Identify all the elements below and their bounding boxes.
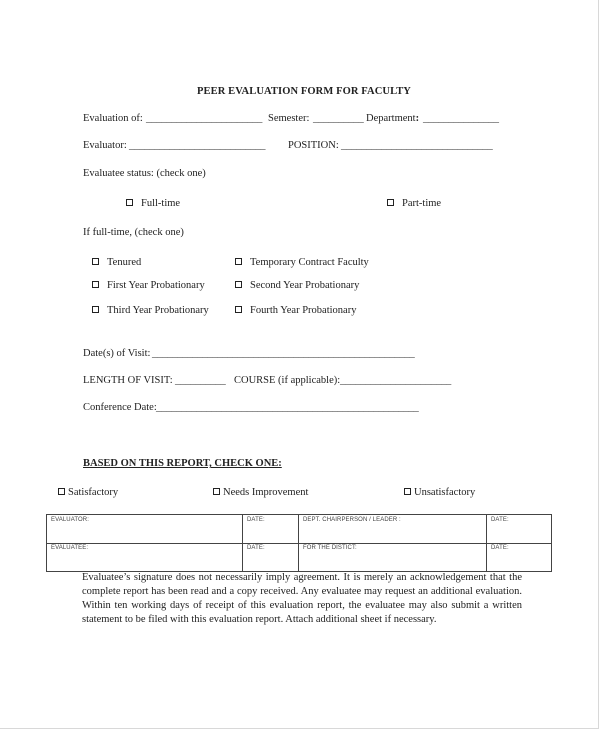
fulltime-check-label: If full-time, (check one) [83,227,184,238]
unsatisfactory-option[interactable] [404,487,475,499]
evaluation-of-field[interactable]: _______________________ [146,113,263,124]
checkbox-icon[interactable] [92,258,99,265]
checkbox-icon[interactable] [235,258,242,265]
temporary-contract-option[interactable] [235,257,369,269]
conference-date-label: Conference Date: [83,402,157,413]
report-heading: BASED ON THIS REPORT, CHECK ONE: [83,458,282,469]
checkbox-icon[interactable] [58,488,65,495]
acknowledgement-paragraph: Evaluatee’s signature does not necessarily imply agreement. It is merely an acknowledgement that the complete report has been read and a copy received. Any evaluatee may request an additional evaluation. Within ten working days of receipt of this evaluation report, the evaluatee may also submit a written statement to be filed with this evaluation report. Attach additional sheet if necessary. [82,572,522,625]
checkbox-icon[interactable] [213,488,220,495]
satisfactory-option[interactable] [58,487,118,499]
checkbox-icon[interactable] [92,281,99,288]
option-label: Fourth Year Probationary [250,305,357,316]
semester-field[interactable]: __________ [313,113,364,124]
form-title: PEER EVALUATION FORM FOR FACULTY [197,86,411,97]
conference-date-field[interactable]: ____________________________________________________ [156,402,419,413]
fourth-year-option[interactable] [235,305,356,317]
length-of-visit-field[interactable]: __________ [175,375,226,386]
unsatisfactory-label: Unsatisfactory [414,487,476,498]
full-time-label: Full-time [141,198,181,209]
checkbox-icon[interactable] [92,306,99,313]
checkbox-icon[interactable] [235,281,242,288]
evaluatee-date-cell[interactable]: DATE: [242,543,298,571]
dates-of-visit-field[interactable]: ____________________________________________________ [152,348,415,359]
course-field[interactable]: ______________________ [340,375,452,386]
part-time-option[interactable] [387,198,441,210]
second-year-option[interactable] [235,280,359,292]
option-label: Second Year Probationary [250,280,360,291]
position-field[interactable]: ______________________________ [341,140,493,151]
satisfactory-label: Satisfactory [68,487,119,498]
needs-improvement-option[interactable] [213,487,308,499]
signature-row-evaluator [47,515,551,544]
evaluator-field[interactable]: ___________________________ [129,140,266,151]
option-label: Tenured [107,257,142,268]
chairperson-signature-cell[interactable]: DEPT. CHAIRPERSON / LEADER : [298,515,486,543]
evaluation-of-label: Evaluation of: [83,113,143,124]
district-signature-cell[interactable]: FOR THE DISTICT: [298,543,486,571]
chairperson-date-cell[interactable]: DATE: [486,515,553,543]
dates-of-visit-label: Date(s) of Visit: [83,348,151,359]
evaluator-signature-cell[interactable]: EVALUATOR: [51,517,90,523]
department-label: Department: [366,113,420,124]
third-year-option[interactable] [92,305,209,317]
position-label: POSITION: [288,140,339,151]
checkbox-icon[interactable] [404,488,411,495]
evaluatee-signature-cell[interactable]: EVALUATEE: [51,545,89,551]
length-of-visit-label: LENGTH OF VISIT: [83,375,173,386]
part-time-label: Part-time [402,198,442,209]
checkbox-icon[interactable] [235,306,242,313]
tenured-option[interactable] [92,257,141,269]
course-label: COURSE (if applicable): [234,375,341,386]
checkbox-icon[interactable] [387,199,394,206]
needs-improvement-label: Needs Improvement [223,487,309,498]
first-year-option[interactable] [92,280,205,292]
signature-row-evaluatee [47,543,551,571]
option-label: First Year Probationary [107,280,205,291]
department-field[interactable]: _______________ [423,113,499,124]
full-time-option[interactable] [126,198,180,210]
evaluator-label: Evaluator: [83,140,127,151]
checkbox-icon[interactable] [126,199,133,206]
evaluator-date-cell[interactable]: DATE: [242,515,298,543]
semester-label: Semester: [268,113,310,124]
signature-table [46,514,552,572]
district-date-cell[interactable]: DATE: [486,543,553,571]
option-label: Temporary Contract Faculty [250,257,369,268]
evaluatee-status-label: Evaluatee status: (check one) [83,168,206,179]
option-label: Third Year Probationary [107,305,209,316]
